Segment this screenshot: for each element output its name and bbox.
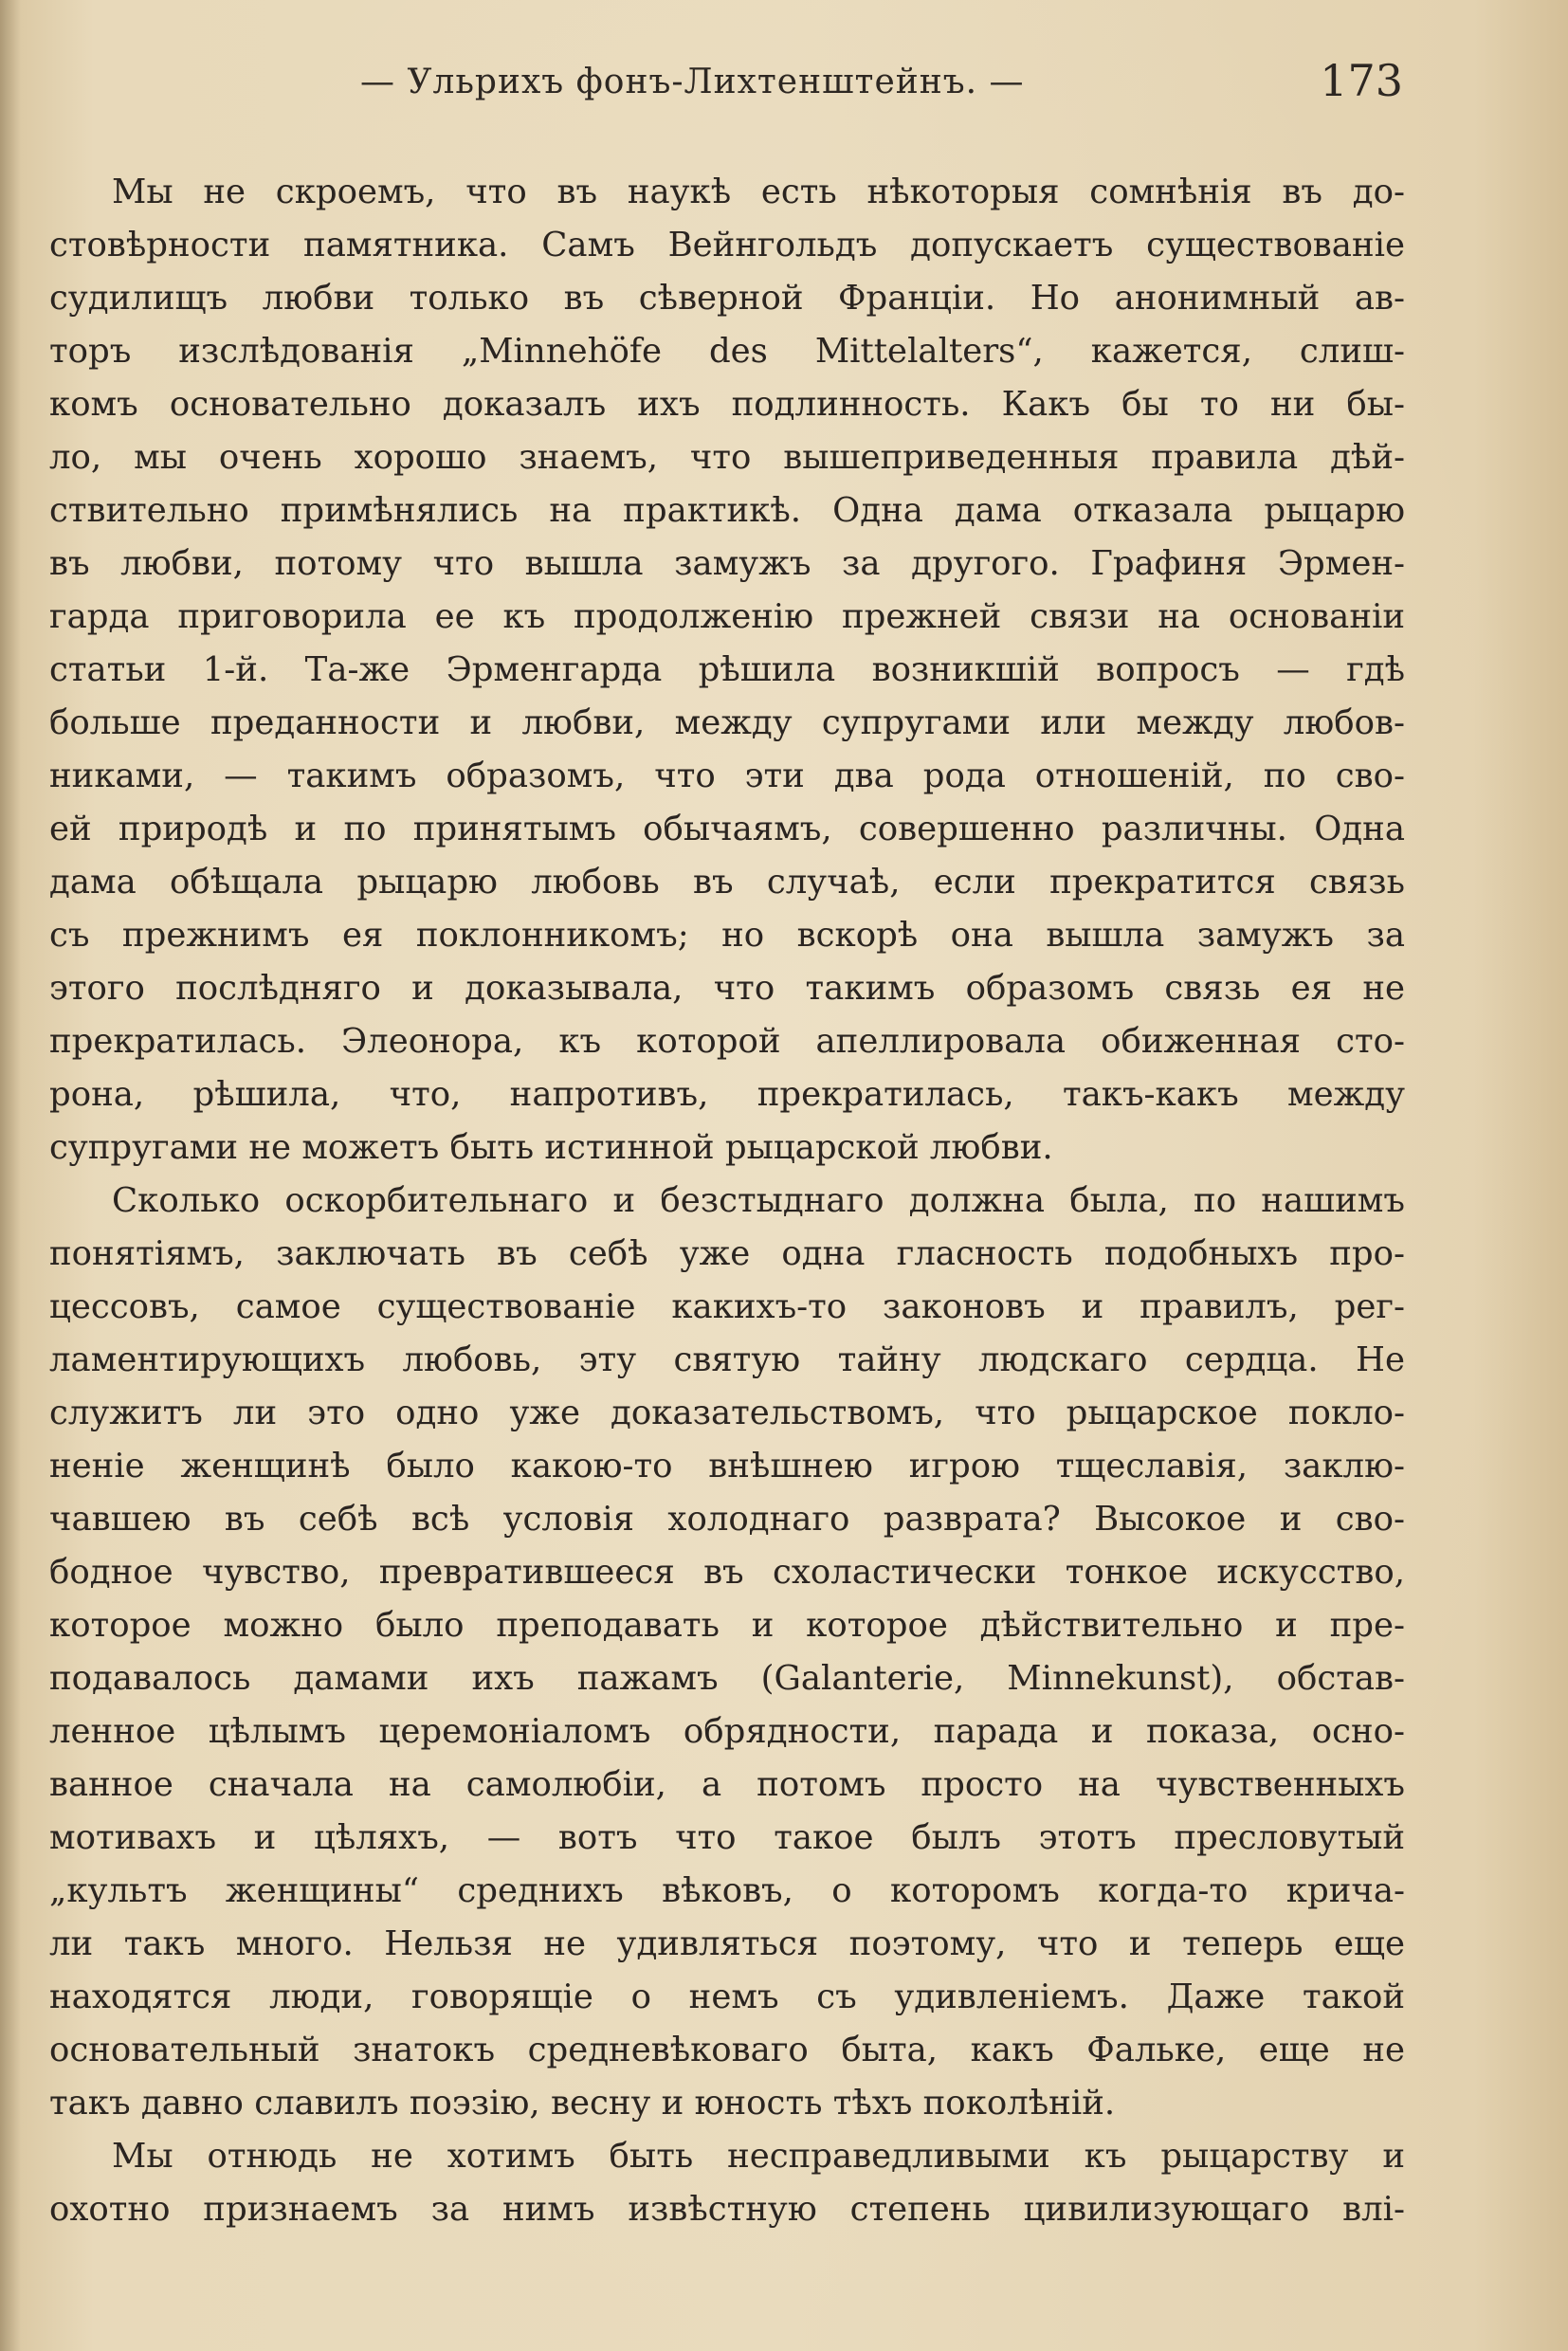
text-line: цессовъ, самое существованіе какихъ-то законовъ и правилъ, рег- <box>49 1287 1405 1326</box>
text-line: стовѣрности памятника. Самъ Вейнгольдъ допускаетъ существованіе <box>49 226 1405 264</box>
text-line: основательный знатокъ средневѣковаго быта, какъ Фальке, еще не <box>49 2031 1405 2069</box>
text-line: больше преданности и любви, между супругами или между любов- <box>49 703 1405 742</box>
text-line: комъ основательно доказалъ ихъ подлинность. Какъ бы то ни бы- <box>49 385 1405 424</box>
text-line: ей природѣ и по принятымъ обычаямъ, совершенно различны. Одна <box>49 810 1405 848</box>
text-line: которое можно было преподавать и которое дѣйствительно и пре- <box>49 1606 1405 1645</box>
text-line: ленное цѣлымъ церемоніаломъ обрядности, парада и показа, осно- <box>49 1712 1405 1751</box>
text-line: ли такъ много. Нельзя не удивляться поэтому, что и теперь еще <box>49 1924 1405 1963</box>
spine-shadow <box>0 0 21 2351</box>
text-line: охотно признаемъ за нимъ извѣстную степень цивилизующаго влі- <box>49 2190 1405 2229</box>
text-line: такъ давно славилъ поэзію, весну и юность тѣхъ поколѣній. <box>49 2084 1116 2123</box>
text-line: чавшею въ себѣ всѣ условія холоднаго разврата? Высокое и сво- <box>49 1500 1405 1539</box>
paragraph-2 <box>49 1175 1405 2130</box>
page-number: 173 <box>1320 55 1403 106</box>
text-line: съ прежнимъ ея поклонникомъ; но вскорѣ она вышла замужъ за <box>49 916 1405 955</box>
text-line: ламентирующихъ любовь, эту святую тайну людскаго сердца. Не <box>49 1340 1405 1379</box>
text-line: ванное сначала на самолюбіи, а потомъ просто на чувственныхъ <box>49 1765 1405 1804</box>
text-line: понятіямъ, заключать въ себѣ уже одна гласность подобныхъ про- <box>49 1234 1405 1273</box>
text-line: находятся люди, говорящіе о немъ съ удивленіемъ. Даже такой <box>49 1977 1405 2016</box>
text-line: Мы не скроемъ, что въ наукѣ есть нѣкоторыя сомнѣнія въ до- <box>112 173 1405 211</box>
text-line: ло, мы очень хорошо знаемъ, что вышеприведенныя правила дѣй- <box>49 438 1405 477</box>
text-line: торъ изслѣдованія „Minnehöfe des Mittelalters“, кажется, слиш- <box>49 332 1405 371</box>
page-header <box>57 55 1403 121</box>
text-line: никами, — такимъ образомъ, что эти два рода отношеній, по сво- <box>49 756 1405 795</box>
paragraph-1 <box>49 166 1405 1175</box>
text-line: въ любви, потому что вышла замужъ за другого. Графиня Эрмен- <box>49 544 1405 583</box>
text-line: прекратилась. Элеонора, къ которой апеллировала обиженная сто- <box>49 1022 1405 1061</box>
paragraph-3 <box>49 2130 1405 2236</box>
text-line: ствительно примѣнялись на практикѣ. Одна дама отказала рыцарю <box>49 491 1405 530</box>
text-line: рона, рѣшила, что, напротивъ, прекратилась, такъ-какъ между <box>49 1075 1405 1114</box>
text-line: судилищъ любви только въ сѣверной Франціи. Но анонимный ав- <box>49 279 1405 318</box>
text-line: гарда приговорила ее къ продолженію прежней связи на основаніи <box>49 597 1405 636</box>
text-line: бодное чувство, превратившееся въ схоластически тонкое искусство, <box>49 1553 1405 1592</box>
body-text <box>49 166 1405 2236</box>
running-head: — Ульрихъ фонъ-Лихтенштейнъ. — <box>360 63 1025 101</box>
text-line: служитъ ли это одно уже доказательствомъ, что рыцарское покло- <box>49 1394 1405 1432</box>
text-line: подавалось дамами ихъ пажамъ (Galanterie, Minnekunst), обстав- <box>49 1659 1405 1698</box>
text-line: дама обѣщала рыцарю любовь въ случаѣ, если прекратится связь <box>49 863 1405 902</box>
text-line: неніе женщинѣ было какою-то внѣшнею игрою тщеславія, заклю- <box>49 1447 1405 1485</box>
text-line: статьи 1-й. Та-же Эрменгарда рѣшила возникшій вопросъ — гдѣ <box>49 650 1405 689</box>
text-line: Сколько оскорбительнаго и безстыднаго должна была, по нашимъ <box>112 1181 1405 1220</box>
text-line: Мы отнюдь не хотимъ быть несправедливыми къ рыцарству и <box>112 2137 1405 2176</box>
text-line: этого послѣдняго и доказывала, что такимъ образомъ связь ея не <box>49 969 1405 1008</box>
text-line: „культъ женщины“ среднихъ вѣковъ, о которомъ когда-то крича- <box>49 1871 1405 1910</box>
text-line: мотивахъ и цѣляхъ, — вотъ что такое былъ этотъ пресловутый <box>49 1818 1405 1857</box>
text-line: супругами не можетъ быть истинной рыцарской любви. <box>49 1128 1053 1167</box>
